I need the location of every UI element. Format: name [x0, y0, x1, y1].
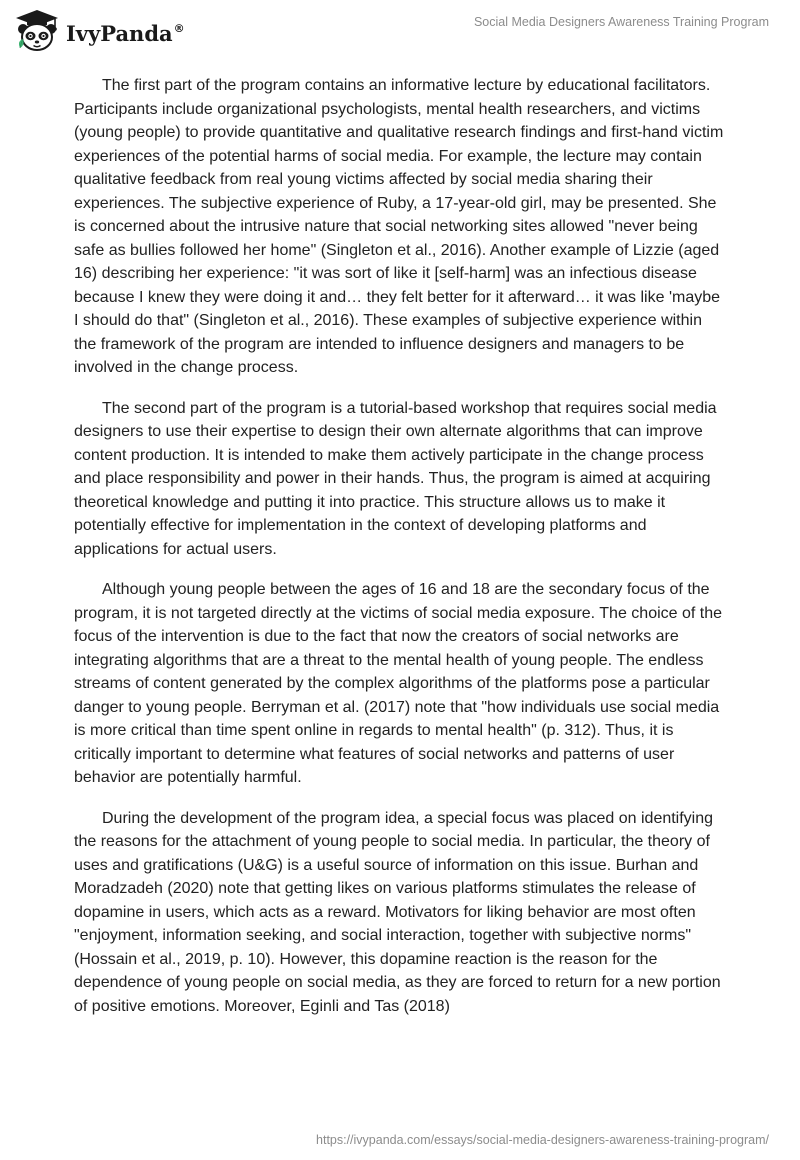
document-title: Social Media Designers Awareness Training Program [473, 15, 769, 29]
paragraph-3: Although young people between the ages of 16 and 18 are the secondary focus of the program, it is not targeted directly at the victims of social media exposure. The choice of the focus of the intervention is due to the fact that now the creators of social networks are integrating algorithms that are a threat to the mental health of young people. The endless streams of content generated by the complex algorithms of the platforms pose a particular danger to young people. Berryman et al. (2017) note that "how individuals use social media is more critical than time spent online in regards to mental health" (p. 312). Thus, it is critically important to determine what features of social networks and patterns of user behavior are potentially harmful. [74, 581, 723, 786]
paragraph-4: During the development of the program idea, a special focus was placed on identifying the reasons for the attachment of young people to social media. In particular, the theory of uses and gratifications (U&G) is a useful source of information on this issue. Burhan and Moradzadeh (2020) note that getting likes on various platforms stimulates the release of dopamine in users, which acts as a reward. Motivators for liking behavior are most often "enjoyment, information seeking, and social interaction, together with subjective norms" (Hossain et al., 2019, p. 10). However, this dopamine reaction is the reason for the dependence of young people on social media, as they are forced to return for a new portion of positive emotions. Moreover, Eginli and Tas (2018) [74, 809, 721, 1015]
registered-mark: ® [173, 21, 185, 35]
panda-graduate-icon [14, 8, 60, 54]
ivypanda-logo[interactable] [14, 8, 185, 54]
paragraph-2: The second part of the program is a tutorial-based workshop that requires social media designers to use their expertise to design their own alternate algorithms that can improve content production. It is intended to make them actively participate in the change process and place responsibility and power in their hands. Thus, the program is aimed at acquiring theoretical knowledge and putting it into practice. This structure allows us to make it potentially effective for implementation in the context of developing platforms and applications for actual users. [74, 399, 717, 558]
essay-body [74, 74, 724, 1035]
source-url[interactable]: https://ivypanda.com/essays/social-media-designers-awareness-training-program/ [316, 1133, 769, 1147]
page-header [0, 0, 800, 60]
paragraph-1: The first part of the program contains an informative lecture by educational facilitators. Participants include organizational psychologists, mental health researchers, and victims (young people) to provide quantitative and qualitative research findings and first-hand victim experiences of the potential harms of social media. For example, the lecture may contain qualitative feedback from real young victims affected by social media sharing their experiences. The subjective experience of Ruby, a 17-year-old girl, may be presented. She is concerned about the intrusive nature that social networking sites allowed "never being safe as bullies followed her home" (Singleton et al., 2016). Another example of Lizzie (aged 16) describing her experience: "it was sort of like it [self-harm] was an infectious disease because I knew they were doing it and… they felt better for it afterward… it was like 'maybe I should do that" (Singleton et al., 2016). These examples of subjective experience within the framework of the program are intended to influence designers and managers to be involved in the change process. [74, 77, 724, 376]
logo-text: IvyPanda® [66, 20, 185, 46]
